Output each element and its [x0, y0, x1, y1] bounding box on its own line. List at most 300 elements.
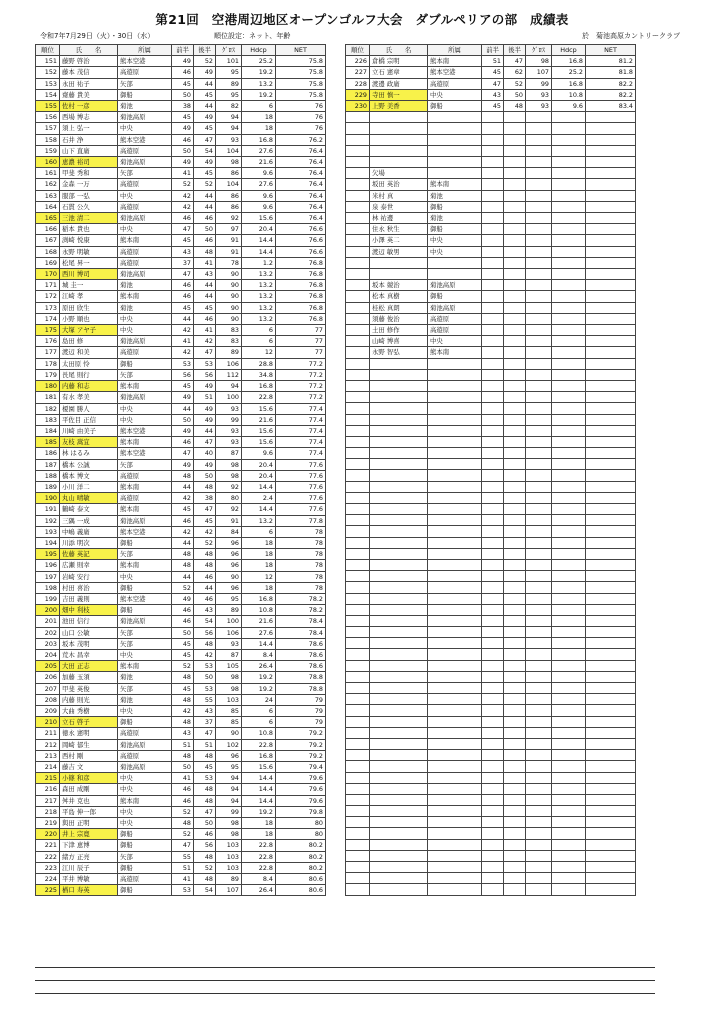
table-row: [36, 818, 326, 829]
rank-cell: [346, 392, 370, 403]
club-cell: [428, 358, 482, 369]
front-cell: 47: [172, 224, 194, 235]
net-cell: [586, 817, 636, 828]
name-cell: 寺田 慎一: [370, 89, 428, 100]
club-cell: 熊本南: [118, 481, 172, 492]
front-cell: [482, 828, 504, 839]
back-cell: [504, 671, 526, 682]
rank-cell: 185: [36, 437, 60, 448]
name-cell: [370, 806, 428, 817]
hdcp-cell: 6: [242, 325, 276, 336]
gross-cell: [526, 862, 552, 873]
rank-cell: [346, 291, 370, 302]
front-cell: [482, 862, 504, 873]
back-cell: 47: [194, 728, 216, 739]
front-cell: 48: [172, 672, 194, 683]
hdcp-cell: [552, 683, 586, 694]
front-cell: 42: [172, 705, 194, 716]
table-row: [36, 638, 326, 649]
table-row: [346, 627, 636, 638]
gross-cell: 103: [216, 840, 242, 851]
net-cell: 79.6: [276, 773, 326, 784]
club-cell: [428, 459, 482, 470]
club-cell: [428, 392, 482, 403]
net-cell: [586, 716, 636, 727]
front-cell: 46: [172, 213, 194, 224]
net-cell: 76.8: [276, 302, 326, 313]
net-cell: 76: [276, 123, 326, 134]
net-cell: 77: [276, 347, 326, 358]
column-header: 前半: [482, 45, 504, 56]
hdcp-cell: [552, 313, 586, 324]
club-cell: 矢部: [118, 851, 172, 862]
back-cell: [504, 571, 526, 582]
gross-cell: [526, 806, 552, 817]
hdcp-cell: 1.2: [242, 257, 276, 268]
gross-cell: [526, 873, 552, 884]
net-cell: [586, 862, 636, 873]
club-cell: 熊本南: [118, 504, 172, 515]
column-header: 順位: [346, 45, 370, 56]
hdcp-cell: 22.8: [242, 392, 276, 403]
front-cell: 46: [172, 784, 194, 795]
club-cell: 御船: [428, 224, 482, 235]
gross-cell: [526, 168, 552, 179]
back-cell: 50: [504, 89, 526, 100]
table-row: [36, 672, 326, 683]
back-cell: [504, 201, 526, 212]
hdcp-cell: 13.2: [242, 291, 276, 302]
front-cell: 43: [172, 728, 194, 739]
rank-cell: 178: [36, 358, 60, 369]
table-row: [346, 750, 636, 761]
table-row: [36, 459, 326, 470]
hdcp-cell: [552, 380, 586, 391]
hdcp-cell: [552, 392, 586, 403]
club-cell: [428, 414, 482, 425]
rank-cell: [346, 649, 370, 660]
rank-cell: 197: [36, 571, 60, 582]
table-row: [346, 615, 636, 626]
back-cell: [504, 403, 526, 414]
club-cell: 高遊原: [118, 874, 172, 885]
club-cell: 御船: [118, 358, 172, 369]
table-row: [346, 257, 636, 268]
front-cell: 47: [172, 840, 194, 851]
gross-cell: [526, 336, 552, 347]
gross-cell: [526, 156, 552, 167]
back-cell: 53: [194, 358, 216, 369]
front-cell: 55: [172, 851, 194, 862]
front-cell: [482, 268, 504, 279]
name-cell: 永野 明敏: [60, 246, 118, 257]
gross-cell: [526, 761, 552, 772]
net-cell: 79.8: [276, 806, 326, 817]
rank-cell: 188: [36, 470, 60, 481]
club-cell: 菊池: [118, 280, 172, 291]
hdcp-cell: [552, 291, 586, 302]
club-cell: [428, 582, 482, 593]
name-cell: [370, 750, 428, 761]
front-cell: 42: [172, 325, 194, 336]
net-cell: 78.8: [276, 683, 326, 694]
club-cell: [428, 526, 482, 537]
club-cell: [428, 727, 482, 738]
table-row: [36, 605, 326, 616]
rank-cell: 151: [36, 56, 60, 67]
footer-rules: [35, 967, 655, 1006]
back-cell: 42: [194, 649, 216, 660]
gross-cell: 94: [216, 123, 242, 134]
net-cell: [586, 145, 636, 156]
front-cell: [482, 448, 504, 459]
table-row: [36, 336, 326, 347]
club-cell: [428, 638, 482, 649]
back-cell: 46: [194, 313, 216, 324]
table-row: [346, 638, 636, 649]
name-cell: [370, 414, 428, 425]
hdcp-cell: 16.8: [552, 56, 586, 67]
table-row: [346, 347, 636, 358]
club-cell: [428, 794, 482, 805]
back-cell: 52: [504, 78, 526, 89]
name-cell: [370, 738, 428, 749]
back-cell: 45: [194, 515, 216, 526]
front-cell: [482, 649, 504, 660]
back-cell: 42: [194, 526, 216, 537]
table-row: [36, 235, 326, 246]
name-cell: [370, 604, 428, 615]
rank-cell: [346, 794, 370, 805]
back-cell: [504, 638, 526, 649]
net-cell: 83.4: [586, 101, 636, 112]
gross-cell: 83: [216, 325, 242, 336]
table-row: [36, 627, 326, 638]
rank-cell: [346, 593, 370, 604]
net-cell: 76.6: [276, 246, 326, 257]
hdcp-cell: 9.6: [242, 168, 276, 179]
back-cell: 44: [194, 190, 216, 201]
hdcp-cell: 9.6: [552, 101, 586, 112]
hdcp-cell: [552, 627, 586, 638]
table-row: [36, 593, 326, 604]
club-cell: 熊本南: [118, 291, 172, 302]
gross-cell: [526, 683, 552, 694]
gross-cell: [526, 414, 552, 425]
hdcp-cell: [552, 403, 586, 414]
hdcp-cell: 27.6: [242, 179, 276, 190]
hdcp-cell: 13.2: [242, 280, 276, 291]
net-cell: [586, 134, 636, 145]
net-cell: 81.8: [586, 67, 636, 78]
gross-cell: [526, 224, 552, 235]
rank-cell: [346, 638, 370, 649]
front-cell: [482, 179, 504, 190]
front-cell: [482, 156, 504, 167]
table-row: [346, 828, 636, 839]
gross-cell: [526, 559, 552, 570]
gross-cell: 98: [216, 459, 242, 470]
table-row: [346, 504, 636, 515]
table-row: [346, 101, 636, 112]
club-cell: [428, 817, 482, 828]
hdcp-cell: [552, 548, 586, 559]
table-row: [346, 683, 636, 694]
name-cell: [370, 123, 428, 134]
back-cell: 47: [504, 56, 526, 67]
hdcp-cell: [552, 884, 586, 895]
hdcp-cell: 6: [242, 336, 276, 347]
back-cell: [504, 817, 526, 828]
hdcp-cell: 10.8: [552, 89, 586, 100]
club-cell: 菊池: [118, 694, 172, 705]
table-row: [36, 437, 326, 448]
back-cell: [504, 324, 526, 335]
net-cell: 80.2: [276, 840, 326, 851]
hdcp-cell: 16.8: [552, 78, 586, 89]
hdcp-cell: [552, 615, 586, 626]
table-row: [36, 302, 326, 313]
net-cell: [586, 873, 636, 884]
club-cell: [428, 705, 482, 716]
back-cell: [504, 705, 526, 716]
front-cell: 41: [172, 336, 194, 347]
net-cell: [586, 705, 636, 716]
table-row: [346, 235, 636, 246]
table-row: [36, 134, 326, 145]
net-cell: [586, 582, 636, 593]
net-cell: [586, 604, 636, 615]
back-cell: 49: [194, 67, 216, 78]
name-cell: 平井 博敏: [60, 874, 118, 885]
gross-cell: [526, 783, 552, 794]
net-cell: 77.2: [276, 369, 326, 380]
back-cell: [504, 246, 526, 257]
net-cell: [586, 336, 636, 347]
gross-cell: 89: [216, 874, 242, 885]
back-cell: 44: [194, 201, 216, 212]
table-row: [36, 213, 326, 224]
gross-cell: 95: [216, 762, 242, 773]
back-cell: 52: [194, 862, 216, 873]
gross-cell: 106: [216, 627, 242, 638]
club-cell: [428, 671, 482, 682]
front-cell: [482, 459, 504, 470]
gross-cell: [526, 884, 552, 895]
net-cell: [586, 694, 636, 705]
club-cell: 菊池高原: [118, 213, 172, 224]
rank-cell: [346, 660, 370, 671]
club-cell: 菊池: [428, 212, 482, 223]
table-row: [36, 369, 326, 380]
net-cell: [586, 380, 636, 391]
hdcp-cell: 8.4: [242, 649, 276, 660]
front-cell: 45: [172, 649, 194, 660]
front-cell: 44: [172, 403, 194, 414]
name-cell: 佐村 一彦: [60, 101, 118, 112]
front-cell: 46: [172, 616, 194, 627]
rank-cell: [346, 324, 370, 335]
name-cell: [370, 716, 428, 727]
club-cell: [428, 873, 482, 884]
name-cell: [370, 156, 428, 167]
hdcp-cell: [552, 694, 586, 705]
rank-cell: [346, 156, 370, 167]
back-cell: [504, 738, 526, 749]
hdcp-cell: [552, 470, 586, 481]
front-cell: 48: [172, 750, 194, 761]
rank-cell: 158: [36, 134, 60, 145]
gross-cell: [526, 470, 552, 481]
net-cell: [586, 403, 636, 414]
gross-cell: 89: [216, 347, 242, 358]
net-cell: [586, 392, 636, 403]
gross-cell: [526, 526, 552, 537]
front-cell: 47: [172, 269, 194, 280]
front-cell: [482, 873, 504, 884]
table-row: [346, 492, 636, 503]
name-cell: 城 圭一: [60, 280, 118, 291]
hdcp-cell: [552, 571, 586, 582]
net-cell: [586, 190, 636, 201]
name-cell: 西場 博志: [60, 112, 118, 123]
gross-cell: 91: [216, 246, 242, 257]
front-cell: 49: [172, 593, 194, 604]
back-cell: 48: [194, 481, 216, 492]
rank-cell: [346, 313, 370, 324]
table-row: [36, 168, 326, 179]
name-cell: 坂本 茂明: [60, 638, 118, 649]
back-cell: 45: [194, 123, 216, 134]
hdcp-cell: [552, 459, 586, 470]
gross-cell: [526, 694, 552, 705]
front-cell: [482, 112, 504, 123]
front-cell: 50: [172, 89, 194, 100]
rank-cell: 179: [36, 369, 60, 380]
table-row: [346, 817, 636, 828]
club-cell: 高遊原: [118, 145, 172, 156]
back-cell: 44: [194, 425, 216, 436]
table-row: [346, 145, 636, 156]
name-cell: [370, 694, 428, 705]
front-cell: [482, 481, 504, 492]
club-cell: [428, 492, 482, 503]
net-cell: 77: [276, 325, 326, 336]
net-cell: [586, 515, 636, 526]
meta-venue: 於 菊池高原カントリークラブ: [582, 32, 680, 40]
rank-cell: 192: [36, 515, 60, 526]
gross-cell: 107: [216, 885, 242, 896]
front-cell: [482, 671, 504, 682]
back-cell: 53: [194, 773, 216, 784]
name-cell: [370, 470, 428, 481]
net-cell: [586, 571, 636, 582]
table-row: [346, 201, 636, 212]
front-cell: 42: [172, 526, 194, 537]
name-cell: [370, 448, 428, 459]
hdcp-cell: 18: [242, 537, 276, 548]
rank-cell: [346, 571, 370, 582]
club-cell: 熊本空港: [118, 448, 172, 459]
name-cell: 佐藤 英記: [60, 549, 118, 560]
meta-line: [40, 31, 680, 43]
table-row: [346, 548, 636, 559]
name-cell: 榎園 勝人: [60, 403, 118, 414]
name-cell: 渡辺 和美: [60, 347, 118, 358]
net-cell: 77.6: [276, 470, 326, 481]
rank-cell: 220: [36, 829, 60, 840]
club-cell: 中央: [118, 773, 172, 784]
gross-cell: 98: [216, 818, 242, 829]
front-cell: [482, 660, 504, 671]
gross-cell: 94: [216, 784, 242, 795]
club-cell: 熊本南: [118, 560, 172, 571]
front-cell: 45: [172, 504, 194, 515]
gross-cell: 94: [216, 381, 242, 392]
club-cell: 矢部: [118, 683, 172, 694]
net-cell: 76.4: [276, 168, 326, 179]
footer-rule: [35, 993, 655, 994]
front-cell: 47: [482, 78, 504, 89]
back-cell: [504, 515, 526, 526]
back-cell: [504, 627, 526, 638]
hdcp-cell: [552, 235, 586, 246]
net-cell: [586, 347, 636, 358]
club-cell: 高遊原: [118, 257, 172, 268]
hdcp-cell: 16.8: [242, 381, 276, 392]
gross-cell: 97: [216, 224, 242, 235]
gross-cell: 80: [216, 493, 242, 504]
gross-cell: 90: [216, 571, 242, 582]
front-cell: [482, 369, 504, 380]
net-cell: 76.4: [276, 179, 326, 190]
hdcp-cell: 9.6: [242, 190, 276, 201]
hdcp-cell: 20.4: [242, 459, 276, 470]
front-cell: [482, 638, 504, 649]
back-cell: [504, 459, 526, 470]
hdcp-cell: [552, 448, 586, 459]
club-cell: 熊本空港: [428, 67, 482, 78]
front-cell: [482, 683, 504, 694]
net-cell: [586, 257, 636, 268]
gross-cell: [526, 515, 552, 526]
gross-cell: 103: [216, 851, 242, 862]
club-cell: [428, 716, 482, 727]
table-row: [36, 201, 326, 212]
rank-cell: 167: [36, 235, 60, 246]
column-header: ｸﾞﾛｽ: [216, 45, 242, 56]
front-cell: 46: [172, 515, 194, 526]
front-cell: 44: [172, 313, 194, 324]
hdcp-cell: 8.4: [242, 874, 276, 885]
rank-cell: [346, 504, 370, 515]
name-cell: 有水 孝美: [60, 392, 118, 403]
club-cell: 菊池高原: [118, 269, 172, 280]
hdcp-cell: 18: [242, 123, 276, 134]
name-cell: [370, 548, 428, 559]
club-cell: 熊本南: [428, 56, 482, 67]
table-row: [36, 582, 326, 593]
hdcp-cell: [552, 268, 586, 279]
front-cell: 50: [172, 145, 194, 156]
front-cell: [482, 201, 504, 212]
back-cell: [504, 392, 526, 403]
hdcp-cell: [552, 716, 586, 727]
back-cell: [504, 168, 526, 179]
front-cell: 49: [172, 392, 194, 403]
net-cell: 76.4: [276, 157, 326, 168]
hdcp-cell: [552, 347, 586, 358]
